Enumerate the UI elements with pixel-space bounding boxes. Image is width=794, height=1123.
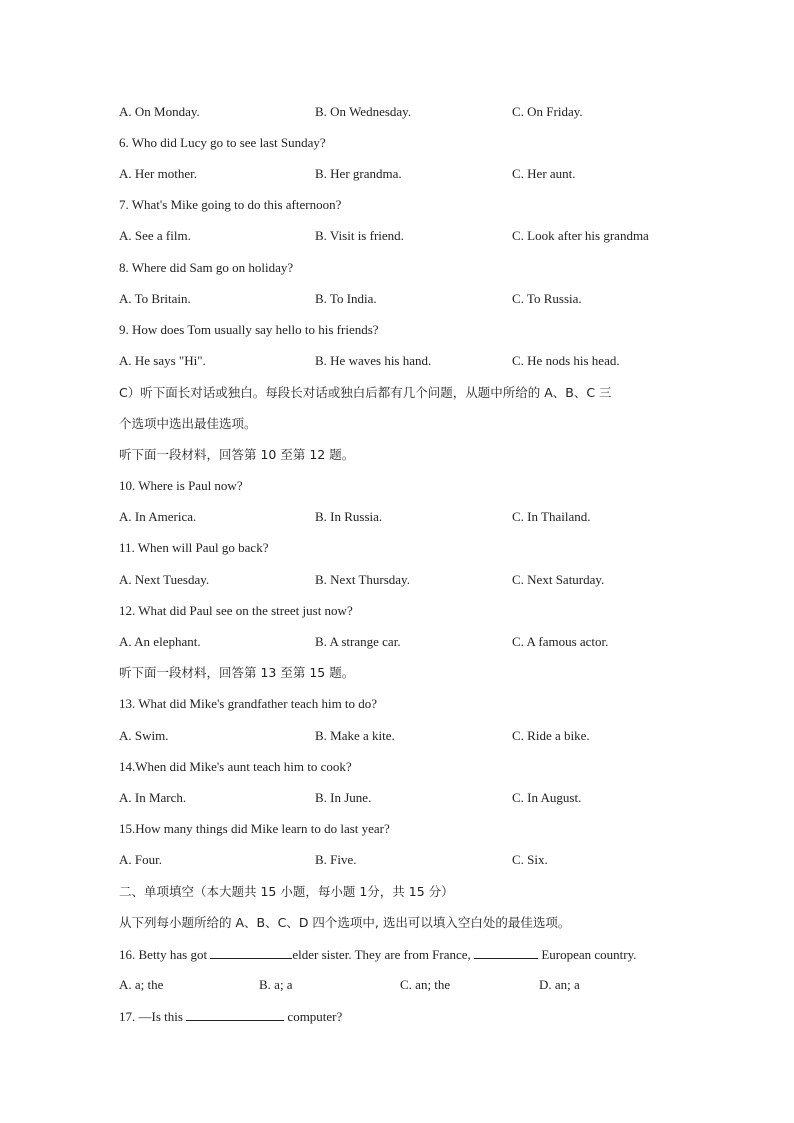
q8-question: 8. Where did Sam go on holiday? — [119, 260, 294, 275]
q6-question: 6. Who did Lucy go to see last Sunday? — [119, 135, 326, 150]
q9-option-c: C. He nods his head. — [512, 353, 620, 368]
q5-option-c: C. On Friday. — [512, 104, 583, 119]
q9-option-b: B. He waves his hand. — [315, 353, 432, 368]
q5-option-b: B. On Wednesday. — [315, 104, 412, 119]
q16-question — [119, 946, 637, 963]
q16-option-b: B. a; a — [259, 977, 293, 992]
q16-text-1: 16. Betty has got — [119, 947, 211, 962]
q6-option-b: B. Her grandma. — [315, 166, 402, 181]
q17-question — [119, 1008, 342, 1025]
q11-option-a: A. Next Tuesday. — [119, 572, 210, 587]
q16-option-d: D. an; a — [539, 977, 580, 992]
q16-option-c: C. an; the — [400, 977, 451, 992]
q15-question: 15.How many things did Mike learn to do last year? — [119, 821, 390, 836]
q6-option-c: C. Her aunt. — [512, 166, 576, 181]
q16-blank-1 — [210, 946, 292, 959]
group-10-12-heading: 听下面一段材料，回答第 10 至第 12 题。 — [119, 447, 355, 462]
q14-question: 14.When did Mike's aunt teach him to cook? — [119, 759, 352, 774]
q11-option-c: C. Next Saturday. — [512, 572, 605, 587]
q15-option-b: B. Five. — [315, 852, 357, 867]
q13-option-b: B. Make a kite. — [315, 728, 395, 743]
q10-option-b: B. In Russia. — [315, 509, 383, 524]
q6-option-a: A. Her mother. — [119, 166, 197, 181]
q10-option-a: A. In America. — [119, 509, 197, 524]
q16-option-a: A. a; the — [119, 977, 164, 992]
q10-option-c: C. In Thailand. — [512, 509, 591, 524]
q9-question: 9. How does Tom usually say hello to his friends? — [119, 322, 379, 337]
section-c-instruction: C）听下面长对话或独白。每段长对话或独白后都有几个问题，从题中所给的 A、B、C 三 — [119, 385, 612, 400]
q16-text-2: elder sister. They are from France, — [292, 947, 475, 962]
q11-option-b: B. Next Thursday. — [315, 572, 410, 587]
q14-option-b: B. In June. — [315, 790, 372, 805]
q15-option-a: A. Four. — [119, 852, 162, 867]
q13-option-c: C. Ride a bike. — [512, 728, 590, 743]
q12-option-a: A. An elephant. — [119, 634, 201, 649]
part-2-title: 二、单项填空（本大题共 15 小题，每小题 1分，共 15 分） — [119, 884, 454, 899]
q5-option-a: A. On Monday. — [119, 104, 200, 119]
q17-blank — [186, 1008, 284, 1021]
q9-option-a: A. He says "Hi". — [119, 353, 206, 368]
q17-text-2: computer? — [284, 1009, 343, 1024]
q7-option-c: C. Look after his grandma — [512, 228, 649, 243]
group-13-15-heading: 听下面一段材料，回答第 13 至第 15 题。 — [119, 665, 355, 680]
q14-option-a: A. In March. — [119, 790, 187, 805]
q11-question: 11. When will Paul go back? — [119, 540, 269, 555]
q8-option-b: B. To India. — [315, 291, 377, 306]
q16-blank-2 — [474, 946, 538, 959]
part-2-instruction: 从下列每小题所给的 A、B、C、D 四个选项中, 选出可以填入空白处的最佳选项。 — [119, 915, 571, 930]
q12-option-c: C. A famous actor. — [512, 634, 609, 649]
q13-question: 13. What did Mike's grandfather teach him to do? — [119, 696, 378, 711]
q12-option-b: B. A strange car. — [315, 634, 401, 649]
q13-option-a: A. Swim. — [119, 728, 169, 743]
q8-option-c: C. To Russia. — [512, 291, 582, 306]
q7-option-a: A. See a film. — [119, 228, 191, 243]
q10-question: 10. Where is Paul now? — [119, 478, 243, 493]
q7-question: 7. What's Mike going to do this afternoon? — [119, 197, 342, 212]
q14-option-c: C. In August. — [512, 790, 582, 805]
section-c-instruction-cont: 个选项中选出最佳选项。 — [119, 416, 257, 431]
q15-option-c: C. Six. — [512, 852, 548, 867]
q8-option-a: A. To Britain. — [119, 291, 191, 306]
q12-question: 12. What did Paul see on the street just now? — [119, 603, 353, 618]
q7-option-b: B. Visit is friend. — [315, 228, 404, 243]
q16-text-3: European country. — [538, 947, 637, 962]
q17-text-1: 17. —Is this — [119, 1009, 187, 1024]
